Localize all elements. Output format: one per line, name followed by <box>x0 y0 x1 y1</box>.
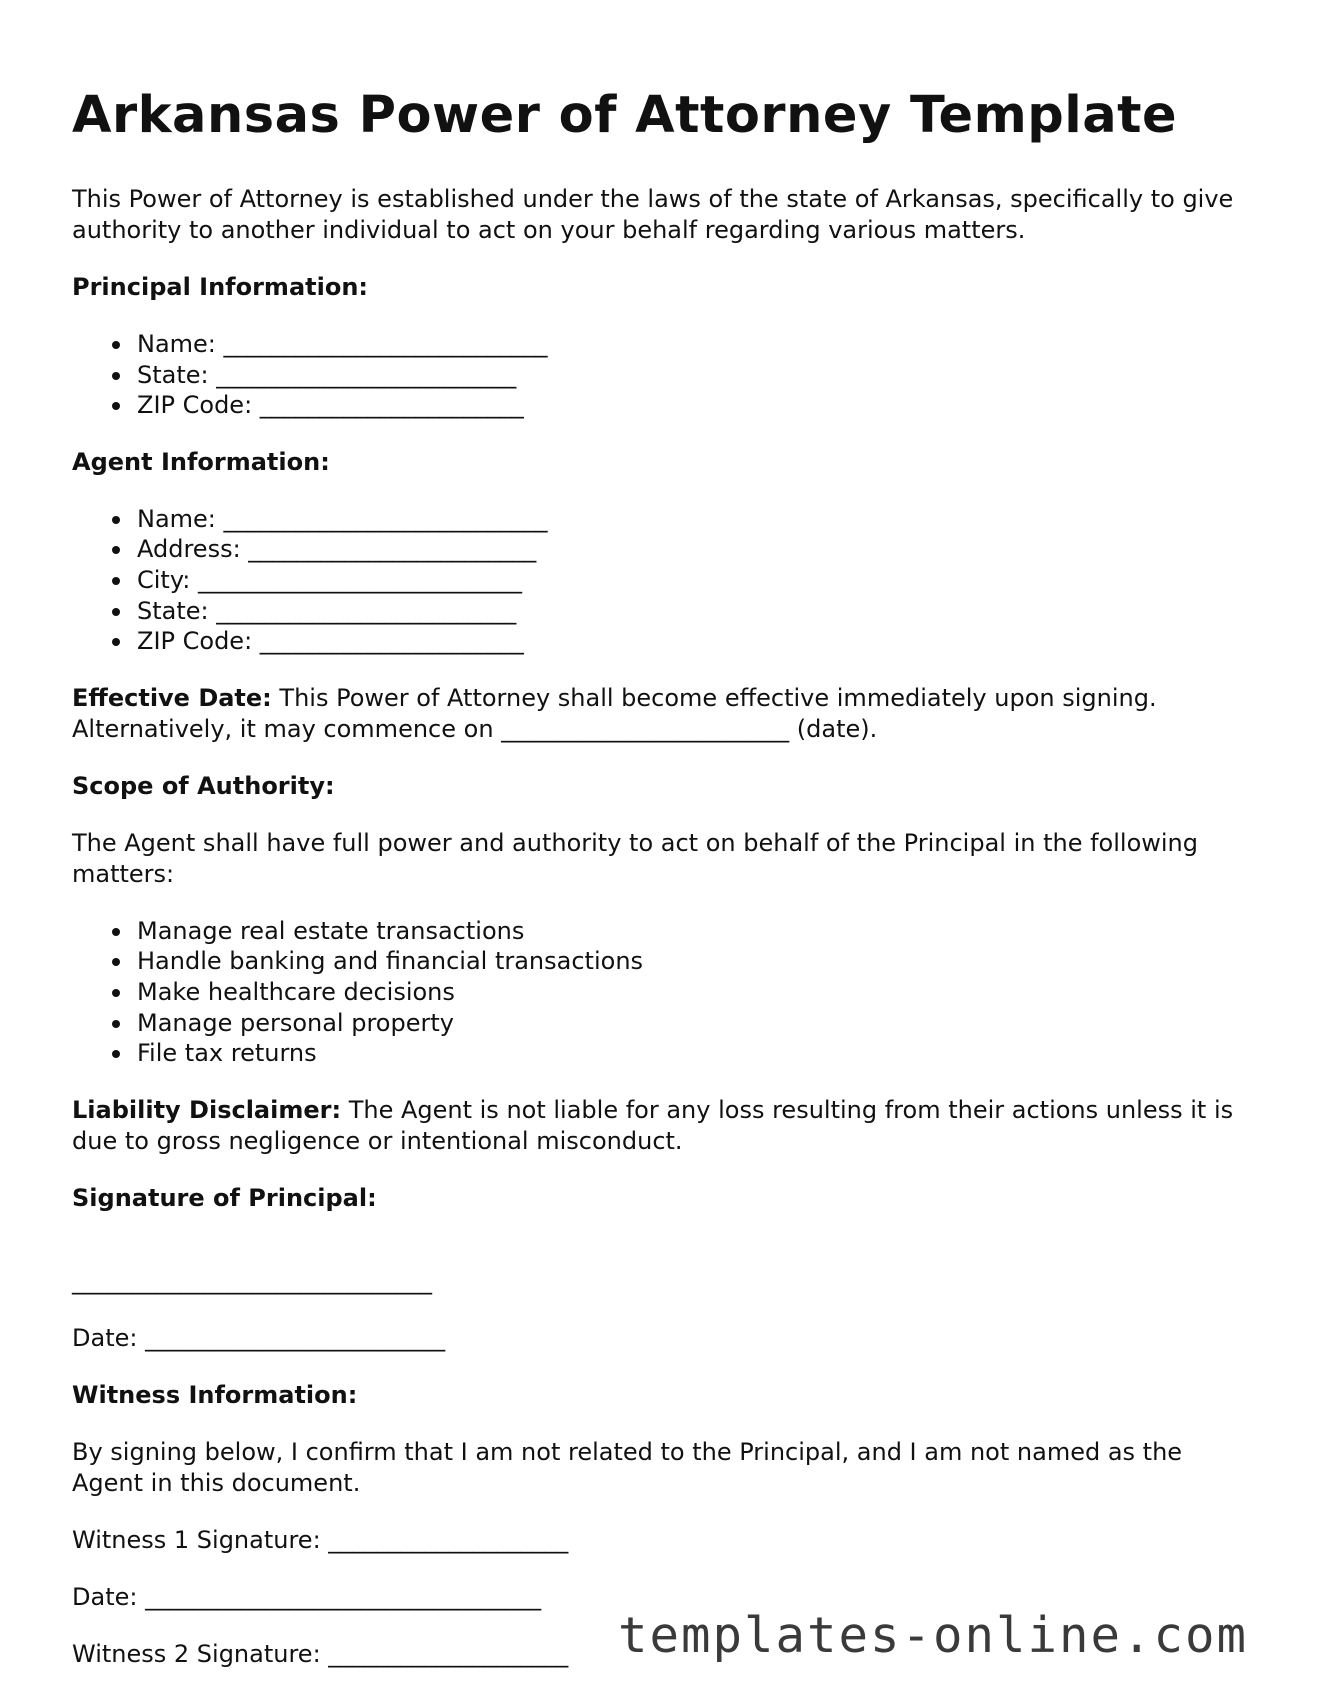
liability-text: The Agent is not liable for any loss resulting from their actions unless it is due to gross negligence or intentional misconduct. <box>72 1095 1234 1155</box>
scope-item: Handle banking and financial transactions <box>72 946 1252 977</box>
watermark-text: templates-online.com <box>612 1606 1248 1666</box>
effective-date-label: Effective Date: <box>72 683 272 712</box>
scope-item: File tax returns <box>72 1038 1252 1069</box>
agent-state-field: State: _________________________ <box>72 596 1252 627</box>
witness-1-date-line: Date: _________________________________ <box>72 1582 542 1611</box>
agent-zip-field: ZIP Code: ______________________ <box>72 626 1252 657</box>
scope-heading: Scope of Authority: <box>72 771 335 800</box>
scope-paragraph: The Agent shall have full power and authority to act on behalf of the Principal in the following matters: <box>72 828 1198 888</box>
document-title: Arkansas Power of Attorney Template <box>72 86 1178 145</box>
signature-heading: Signature of Principal: <box>72 1183 377 1212</box>
scope-item: Manage real estate transactions <box>72 916 1252 947</box>
agent-name-field: Name: ___________________________ <box>72 504 1252 535</box>
liability-paragraph <box>72 1095 1252 1157</box>
scope-item: Make healthcare decisions <box>72 977 1252 1008</box>
principal-heading: Principal Information: <box>72 273 369 301</box>
effective-date-paragraph <box>72 683 1252 745</box>
agent-address-field: Address: ________________________ <box>72 534 1252 565</box>
witness-heading: Witness Information: <box>72 1380 358 1409</box>
witness-paragraph: By signing below, I confirm that I am not related to the Principal, and I am not named as the Agent in this document. <box>72 1437 1183 1497</box>
agent-city-field: City: ___________________________ <box>72 565 1252 596</box>
agent-fields-list <box>72 504 1252 657</box>
principal-signature-line: ______________________________ <box>72 1266 432 1295</box>
principal-zip-field: ZIP Code: ______________________ <box>72 390 1252 421</box>
intro-paragraph: This Power of Attorney is established under the laws of the state of Arkansas, specifically to give authority to another individual to act on your behalf regarding various matters. <box>72 185 1234 244</box>
principal-signature-date: Date: _________________________ <box>72 1323 446 1352</box>
liability-label: Liability Disclaimer: <box>72 1095 342 1124</box>
witness-2-signature-line: Witness 2 Signature: ____________________ <box>72 1639 569 1668</box>
principal-state-field: State: _________________________ <box>72 360 1252 391</box>
scope-items-list <box>72 916 1252 1069</box>
document-page <box>72 84 1252 1696</box>
scope-item: Manage personal property <box>72 1008 1252 1039</box>
principal-name-field: Name: ___________________________ <box>72 329 1252 360</box>
effective-date-text: This Power of Attorney shall become effective immediately upon signing. Alternatively, it may commence on ________________________ (date). <box>72 683 1157 743</box>
principal-fields-list <box>72 329 1252 421</box>
agent-heading: Agent Information: <box>72 447 330 476</box>
witness-1-signature-line: Witness 1 Signature: ____________________ <box>72 1525 569 1554</box>
